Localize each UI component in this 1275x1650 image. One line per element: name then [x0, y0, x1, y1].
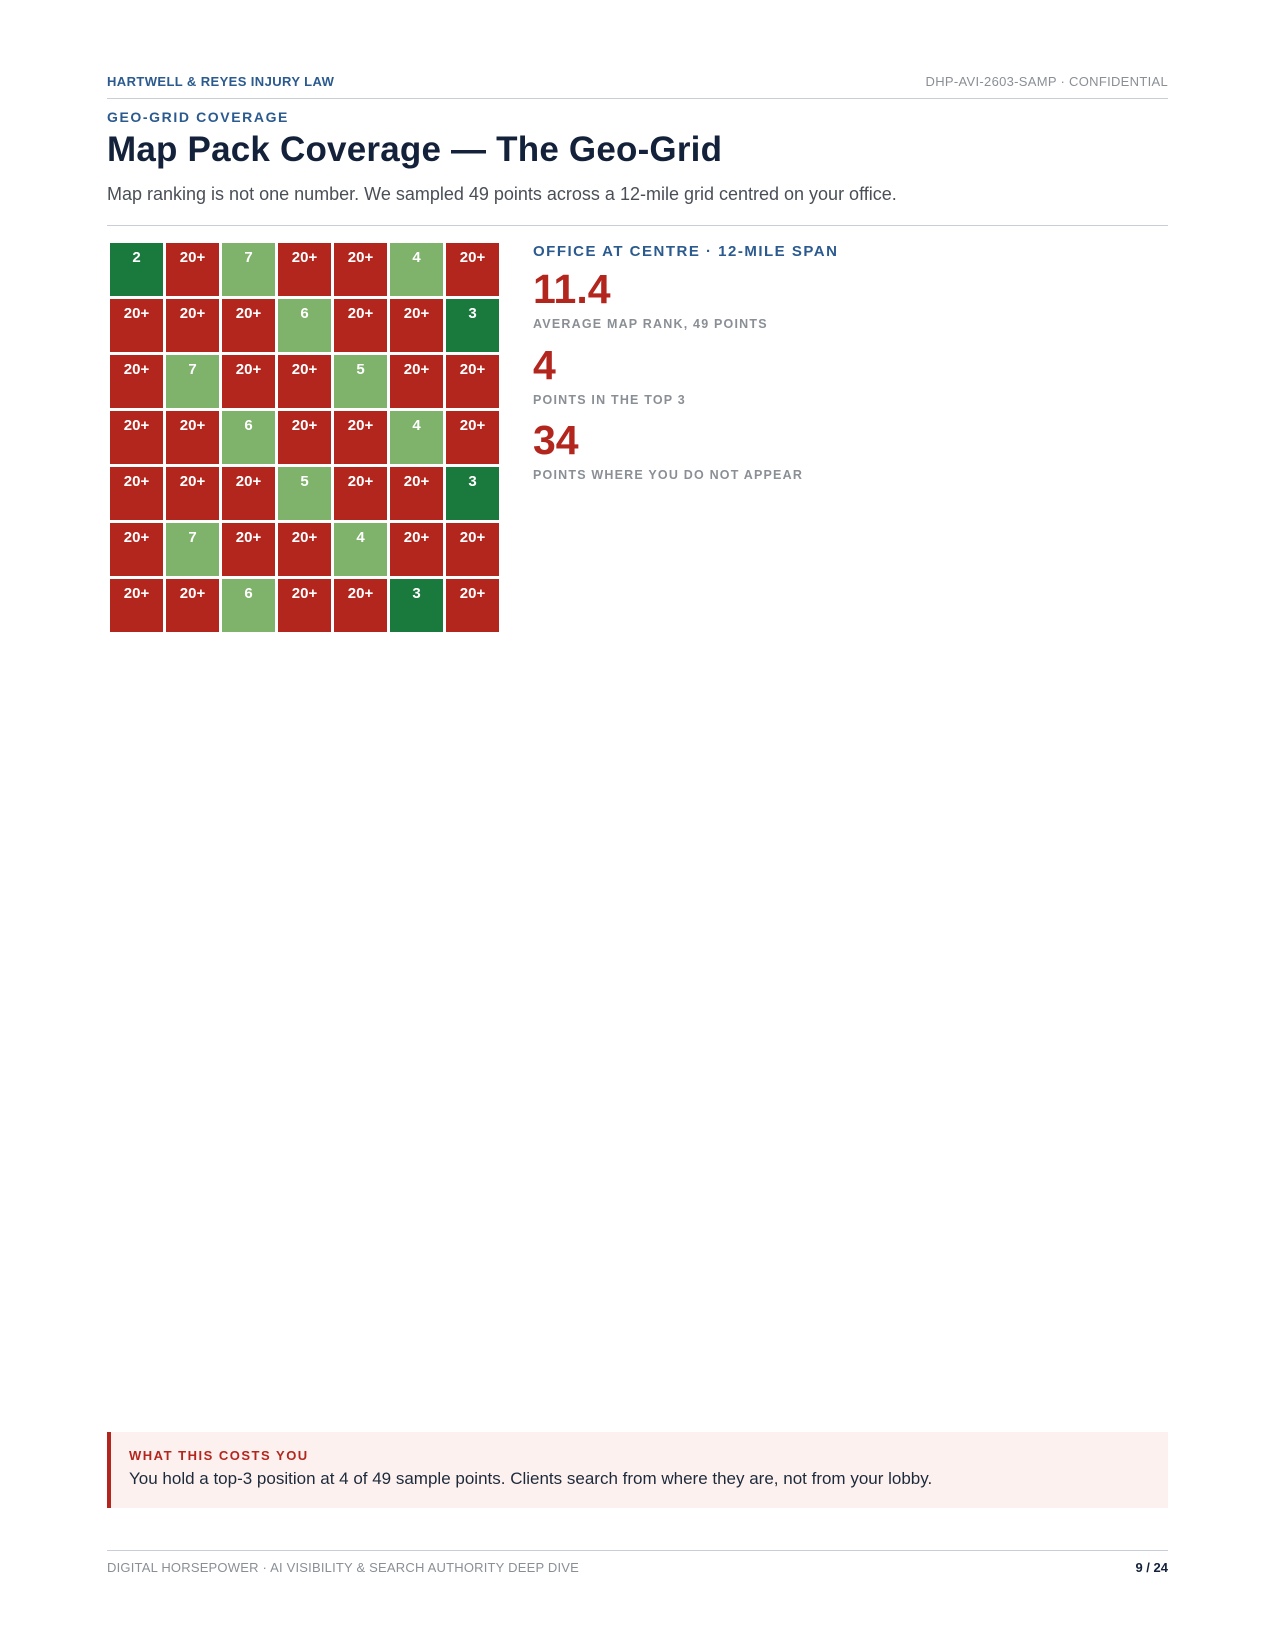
grid-cell: 20+ — [222, 467, 275, 520]
page-header — [107, 74, 1168, 89]
grid-cell: 7 — [222, 243, 275, 296]
grid-cell: 20+ — [278, 355, 331, 408]
grid-cell: 20+ — [166, 299, 219, 352]
stat-label: POINTS WHERE YOU DO NOT APPEAR — [533, 468, 804, 482]
grid-cell: 20+ — [390, 299, 443, 352]
header-divider — [107, 98, 1168, 99]
grid-cell: 20+ — [446, 355, 499, 408]
page-footer — [107, 1560, 1168, 1575]
grid-cell: 20+ — [334, 411, 387, 464]
callout-heading: WHAT THIS COSTS YOU — [129, 1448, 309, 1463]
grid-cell: 5 — [278, 467, 331, 520]
grid-cell: 20+ — [166, 411, 219, 464]
grid-cell: 20+ — [390, 467, 443, 520]
grid-cell: 20+ — [166, 243, 219, 296]
grid-cell: 20+ — [446, 523, 499, 576]
document-reference: DHP-AVI-2603-SAMP · CONFIDENTIAL — [925, 74, 1168, 89]
grid-cell: 20+ — [110, 411, 163, 464]
grid-cell: 20+ — [222, 299, 275, 352]
grid-cell: 4 — [334, 523, 387, 576]
stat-top3-points — [533, 342, 686, 407]
grid-cell: 5 — [334, 355, 387, 408]
grid-cell: 20+ — [390, 523, 443, 576]
page-subtitle: Map ranking is not one number. We sampled 49 points across a 12-mile grid centred on your office. — [107, 184, 897, 204]
cost-callout — [107, 1432, 1168, 1508]
section-divider — [107, 225, 1168, 226]
grid-cell: 20+ — [446, 411, 499, 464]
grid-cell: 7 — [166, 355, 219, 408]
stat-label: AVERAGE MAP RANK, 49 POINTS — [533, 317, 768, 331]
grid-cell: 3 — [390, 579, 443, 632]
grid-cell: 20+ — [110, 467, 163, 520]
stat-absent-points — [533, 417, 804, 482]
stat-value: 34 — [533, 417, 579, 463]
grid-cell: 6 — [278, 299, 331, 352]
footer-divider — [107, 1550, 1168, 1551]
callout-body: You hold a top-3 position at 4 of 49 sample points. Clients search from where they are, not from your lobby. — [129, 1469, 933, 1488]
stat-value: 4 — [533, 342, 556, 388]
grid-cell: 20+ — [334, 243, 387, 296]
grid-cell: 20+ — [390, 355, 443, 408]
grid-cell: 3 — [446, 299, 499, 352]
stat-average-rank — [533, 266, 768, 331]
grid-cell: 20+ — [334, 299, 387, 352]
grid-cell: 20+ — [222, 523, 275, 576]
grid-cell: 20+ — [446, 243, 499, 296]
grid-cell: 4 — [390, 243, 443, 296]
grid-cell: 7 — [166, 523, 219, 576]
grid-cell: 20+ — [278, 579, 331, 632]
grid-cell: 20+ — [110, 355, 163, 408]
grid-cell: 20+ — [334, 579, 387, 632]
stats-heading: OFFICE AT CENTRE · 12-MILE SPAN — [533, 243, 839, 260]
grid-cell: 20+ — [110, 579, 163, 632]
grid-cell: 6 — [222, 579, 275, 632]
grid-cell: 20+ — [278, 523, 331, 576]
grid-cell: 20+ — [278, 411, 331, 464]
grid-cell: 20+ — [110, 523, 163, 576]
footer-title: DIGITAL HORSEPOWER · AI VISIBILITY & SEARCH AUTHORITY DEEP DIVE — [107, 1560, 580, 1575]
stat-value: 11.4 — [533, 266, 611, 312]
stats-panel — [533, 243, 1133, 482]
page-number: 9 / 24 — [1135, 1560, 1168, 1575]
grid-cell: 3 — [446, 467, 499, 520]
grid-cell: 4 — [390, 411, 443, 464]
grid-cell: 20+ — [278, 243, 331, 296]
grid-cell: 20+ — [334, 467, 387, 520]
grid-cell: 20+ — [166, 467, 219, 520]
report-page — [107, 0, 1168, 1650]
page-title: Map Pack Coverage — The Geo-Grid — [107, 130, 723, 169]
grid-cell: 20+ — [110, 299, 163, 352]
grid-cell: 6 — [222, 411, 275, 464]
geo-grid — [110, 243, 499, 632]
grid-cell: 20+ — [222, 355, 275, 408]
firm-name: HARTWELL & REYES INJURY LAW — [107, 74, 335, 89]
grid-cell: 20+ — [166, 579, 219, 632]
section-eyebrow: GEO-GRID COVERAGE — [107, 109, 289, 125]
grid-cell: 2 — [110, 243, 163, 296]
stat-label: POINTS IN THE TOP 3 — [533, 393, 686, 407]
grid-cell: 20+ — [446, 579, 499, 632]
